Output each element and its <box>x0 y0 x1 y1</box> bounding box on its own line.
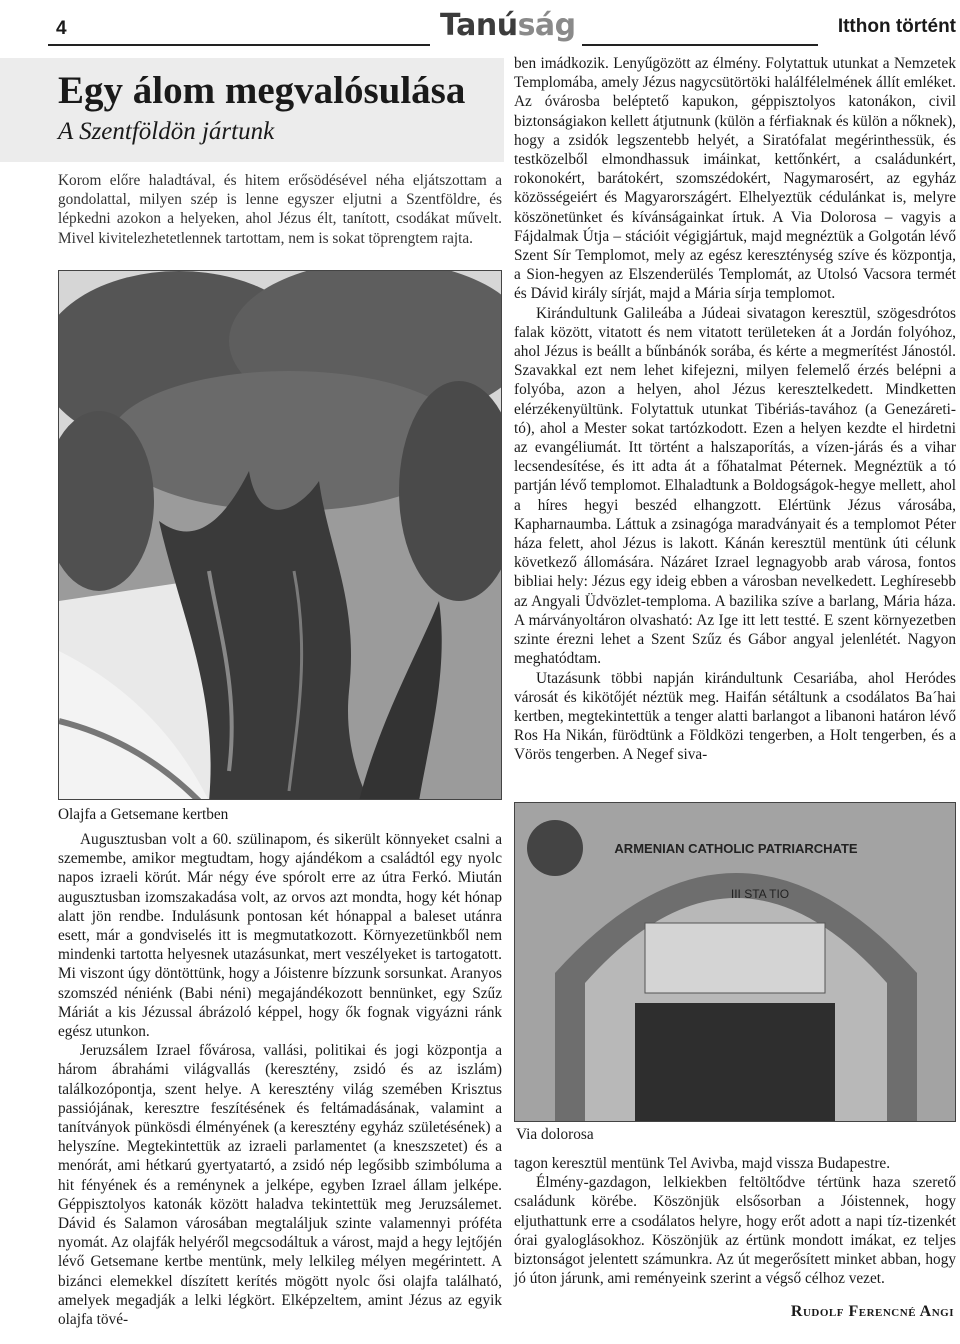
sign-inscription: ARMENIAN CATHOLIC PATRIARCHATE <box>614 841 858 856</box>
right-paragraph: ben imádkozik. Lenyűgözött az élmény. Folytattuk utunkat a Nemzetek Templomába, amely Jézus nagycsütörtöki halálfélelmének állít emléket. Az óvárosba beléptető kapukon, géppisztolyos katonákon, civil biztonságiakon kellett átjutnunk (külön a férfiaknak és külön a nőknek), hogy a zsidók legszentebb helyét, a Siratófalat megérinthessük, és testközelből elmondhassuk imáinkat, kettőnkért, a családunkért, rokonokért, barátokért, szomszédokért, Nagymarosért, az egyház közösségeiért és Magyarországért. Elhelyeztük cédulánkat is, melyre köszönetünket és kívánságainkat írtuk. A Via Dolorosa – vagyis a Fájdalmak Útja – stációit végigjártuk, majd megnéztük a Golgotán lévő Szent Sír Templomot, mely az egész kereszténység szíve és központja, a Sion-hegyen az Elszenderülés Templomát, az Utolsó Vacsora termét és Dávid király sírját, majd a Mária sírja templomot. <box>514 55 956 303</box>
photo1-caption: Olajfa a Getsemane kertben <box>58 806 229 823</box>
article-intro <box>58 171 502 248</box>
page-number: 4 <box>56 18 67 39</box>
author-signature: Rudolf Ferencné Angi <box>790 1303 954 1320</box>
station-inscription: III STA TIO <box>730 887 790 901</box>
photo-olive-tree <box>58 270 502 800</box>
right-paragraph: Élmény-gazdagon, lelkiekben feltöltődve tértünk haza szerető családunk körébe. Köszönjük elsősorban a Jóistennek, hogy eljuthattunk erre a csodálatos helyre, hogy erőt adott a napi tíz-tizenkét órai gyaloglásokhoz. Köszönjük az értünk mondott imákat, ez teljes biztonságot jelentett számunkra. Az út megerősített minket abban, hogy jó úton járunk, ami reményeink szerint a végső célhoz vezet. <box>514 1174 956 1288</box>
right-paragraph: tagon keresztül mentünk Tel Avivba, majd vissza Budapestre. <box>514 1155 891 1172</box>
left-paragraph: Augusztusban volt a 60. szülinapom, és sikerült könnyeket csalni a szemembe, amikor megtudtam, hogy ajándékom a családtól egy nyolc napos izraeli körút. Már négy éve spórolt erre az útra Ferkó. Miután augusztusban izomszakadása volt, az orvos azt mondta, hogy két hónap alatt jön rendbe. Indulásunk pontosan két hónappal a baleset utánra esett, már a gondviselés itt is megmutatkozott. Környezetünkből nem mindenki tartotta helyesnek utazásunkat, mert veszélyeket is tartogatott. Mi viszont úgy döntöttünk, hogy a Jóistenre bízzunk sorsunkat. Aranyos szomszéd néniénk (Babi néni) megajándékozott bennünket, egy Szűz Máriát a kis Jézussal ábrázoló képpel, hogy ők fognak vigyázni ránk egész utunkon. <box>58 831 502 1041</box>
intro-paragraph: Korom előre haladtával, és hitem erősödésével néha eljátszottam a gondolattal, milyen szép is lenne egyszer eljutni a Szentföldre, és lépkedni azokon a helyeken, ahol Jézus élt, tanított, csodákat művelt. Mivel kivitelezhetetlennek tartottam, nem is sokat töprengtem rajta. <box>58 172 502 247</box>
publication-logo <box>440 8 576 43</box>
right-paragraph: Kirándultunk Galileába a Júdeai sivatagon keresztül, szögesdrótos falak között, vitatott és nem vitatott területeken át a Jordán folyóhoz, ahol Jézus is beállt a bűnbánók sorába, és kérte a megmerítést Jánostól. Szavakkal ezt nem lehet kifejezni, milyen felemelő érzés belépni a folyóba, azon a helyen, ahol Jézus keresztelkedett. Mindketten elérzékenyültünk. Folytattuk utunkat Tibériás-tavához (a Genezáreti-tó), ahol a Mester sokat tartózkodott. Ezen a helyen kezdte el hirdetni az evangéliumát. Itt történt a halszaporítás, a vízen-járás és a vihar lecsendesítése, és itt adta át a főhatalmat Péternek. Megnéztük a tó partján lévő templomot. Elhaladtunk a Boldogságok-hegye mellett, ahol a híres hegyi beszéd elhangzott. Elértünk Jézus városába, Kapharnaumba. Láttuk a zsinagóga maradványait és a templomot Péter háza felett, ahol Jézus is lakott. Kánán keresztül mentünk úti célunk következő állomására. Názáret Izrael legnagyobb arab városa, fontos bibliai hely: Jézus egy ideig ebben a városban nevelkedett. Leghíresebb az Angyali Üdvözlet-temploma. A bazilika szíve a barlang, Mária háza. A márványoltáron olvasható: Az Ige itt lett testté. E szent környezetben szinte érezni lehet a Szent Szűz és Gábor angyal jelenlétét. Nagyon meghatódtam. <box>514 304 956 668</box>
section-label: Itthon történt <box>837 16 956 37</box>
right-column-top <box>514 54 956 765</box>
right-paragraph: Utazásunk többi napján kirándultunk Cesariába, ahol Heródes városát és kikötőjét néztük meg. Haifán sétáltunk a csodálatos Ba´hai kertben, megtekintettük a tenger alatti barlangot a libanoni határon lévő Ros Ha Nikán, fürödtünk a Földközi tengerben, a Holt tengerben, és a Vörös tengerben. A Negef siva- <box>514 669 956 764</box>
photo-via-dolorosa <box>514 802 956 1122</box>
photo2-caption: Via dolorosa <box>516 1126 594 1143</box>
header-rule-right <box>582 44 818 46</box>
via-dolorosa-illustration <box>515 803 956 1122</box>
article-subtitle: A Szentföldön jártunk <box>58 118 275 145</box>
logo-part2: ság <box>517 8 576 43</box>
article-title: Egy álom megvalósulása <box>58 69 466 112</box>
left-column-body <box>58 830 502 1329</box>
right-column-bottom <box>514 1154 956 1288</box>
olive-tree-illustration <box>59 271 502 800</box>
left-paragraph: Jeruzsálem Izrael fővárosa, vallási, politikai és jogi központja a három ábrahámi világvallás (keresztény, zsidó és az iszlám) találkozópontja, szent helye. A keresztény világ szemében Krisztus passiójának, keresztre feszítésének és feltámadásának, valamint a tanítványok pünkösdi élményének (a keresztény egyház születésének) a helyszíne. Megtekintettük az izraeli parlamentet (a kneszszetet) és a menórát, ami hétkarú gyertyatartó, a zsidó nép legősibb szimbóluma a hit fényének és a reménynek a jelképe, egyben Izrael állam jelképe. Géppisztolyos katonák között haladva tekintettük meg Jeruzsálemet. Dávid és Salamon városában megtaláljuk szinte valamennyi próféta nyomát. Az olajfák helyéről megcsodáltuk a várost, majd a hegy lejtőjén lévő Getsemane kertbe mentünk, mely lelkileg mélyen megérintett. A bizánci elemekkel díszített kerítés mögött nyolc ősi olajfa található, amelyek megadják a lelki légkört. Elképzeltem, amint Jézus az egyik olajfa tövé- <box>58 1042 502 1329</box>
header-rule-left <box>48 44 430 46</box>
logo-part1: Tanú <box>440 8 518 43</box>
